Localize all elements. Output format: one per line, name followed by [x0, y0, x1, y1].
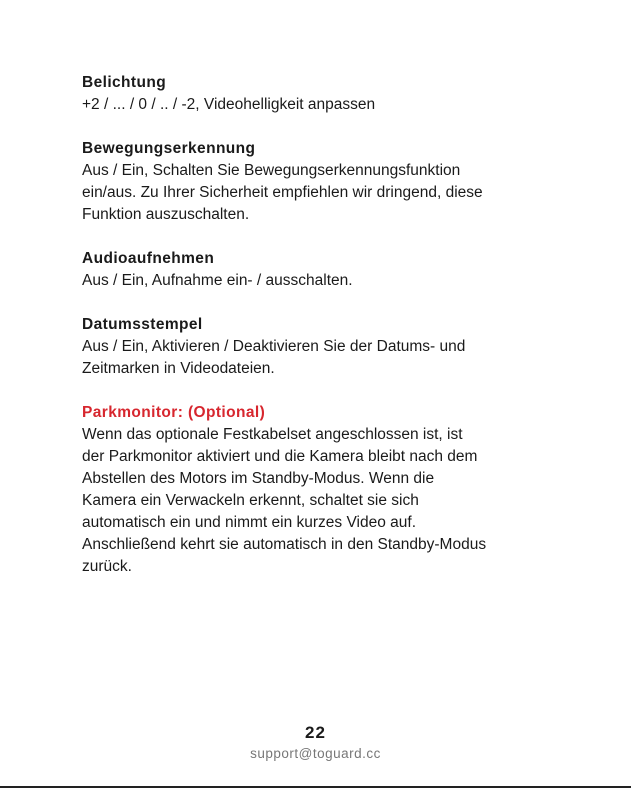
section-heading: Audioaufnehmen	[82, 250, 215, 267]
section-audioaufnehmen	[82, 248, 582, 292]
section-heading: Bewegungserkennung	[82, 140, 256, 157]
section-heading: Belichtung	[82, 74, 167, 91]
section-heading-highlighted: Parkmonitor: (Optional)	[82, 404, 266, 421]
section-line: Abstellen des Motors im Standby-Modus. Wenn die	[82, 470, 435, 487]
section-bewegungserkennung	[82, 138, 582, 226]
support-email: support@toguard.cc	[250, 746, 381, 761]
section-belichtung	[82, 72, 582, 116]
section-line: Funktion auszuschalten.	[82, 206, 250, 223]
section-line: zurück.	[82, 558, 132, 575]
section-line: ein/aus. Zu Ihrer Sicherheit empfiehlen wir dringend, diese	[82, 184, 483, 201]
section-parkmonitor	[82, 402, 582, 578]
section-line: Aus / Ein, Aktivieren / Deaktivieren Sie der Datums- und	[82, 338, 466, 355]
page-number: 22	[305, 723, 326, 742]
manual-page-content	[82, 72, 582, 600]
section-line: der Parkmonitor aktiviert und die Kamera bleibt nach dem	[82, 448, 478, 465]
section-line: Aus / Ein, Aufnahme ein- / ausschalten.	[82, 272, 353, 289]
section-line: Anschließend kehrt sie automatisch in den Standby-Modus	[82, 536, 487, 553]
section-line: Aus / Ein, Schalten Sie Bewegungserkennungsfunktion	[82, 162, 461, 179]
section-heading: Datumsstempel	[82, 316, 203, 333]
section-line: +2 / ... / 0 / .. / -2, Videohelligkeit anpassen	[82, 96, 376, 113]
section-line: Wenn das optionale Festkabelset angeschlossen ist, ist	[82, 426, 463, 443]
section-line: automatisch ein und nimmt ein kurzes Video auf.	[82, 514, 417, 531]
section-line: Zeitmarken in Videodateien.	[82, 360, 275, 377]
section-line: Kamera ein Verwackeln erkennt, schaltet sie sich	[82, 492, 419, 509]
section-datumsstempel	[82, 314, 582, 380]
